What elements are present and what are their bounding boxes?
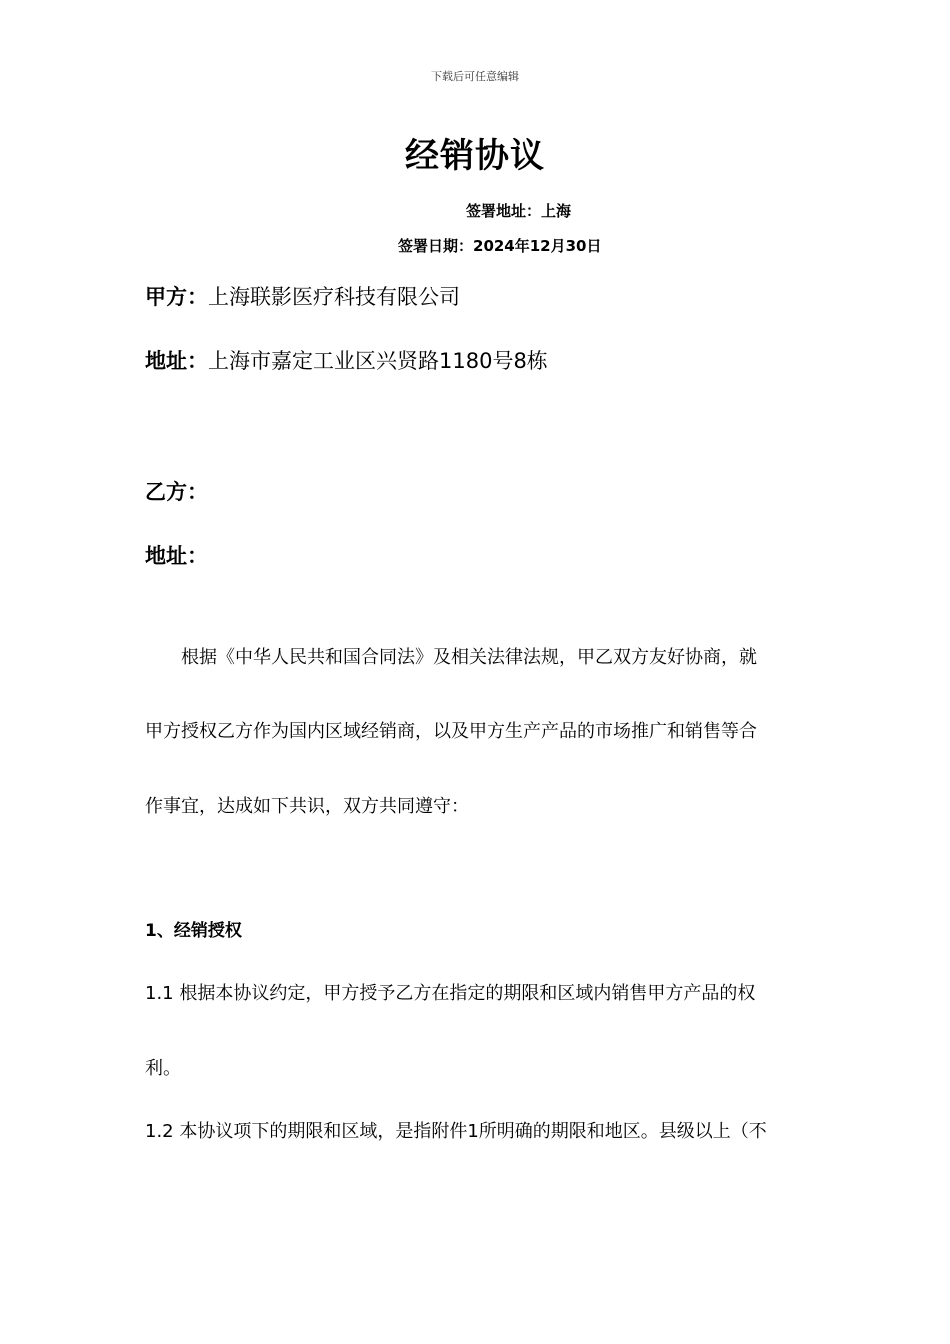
party-b-line [145, 476, 208, 506]
party-a-label: 甲方： [145, 285, 208, 309]
document-title: 经销协议 [405, 136, 545, 176]
party-b-address-label: 地址： [145, 544, 208, 568]
intro-line: 作事宜，达成如下共识，双方共同遵守： [145, 796, 469, 817]
intro-line: 根据《中华人民共和国合同法》及相关法律法规，甲乙双方友好协商，就 [145, 647, 757, 668]
header-note: 下载后可任意编辑 [431, 70, 519, 83]
clause-line: 1.1 根据本协议约定，甲方授予乙方在指定的期限和区域内销售甲方产品的权 [145, 983, 756, 1004]
party-b-address-line [145, 540, 208, 570]
party-a-address: 上海市嘉定工业区兴贤路1180号8栋 [208, 349, 548, 373]
clause-line: 利。 [145, 1058, 181, 1079]
intro-line: 甲方授权乙方作为国内区域经销商，以及甲方生产产品的市场推广和销售等合 [145, 721, 757, 742]
clause-line: 1.2 本协议项下的期限和区域，是指附件1所明确的期限和地区。县级以上（不 [145, 1121, 767, 1142]
signing-date: 签署日期：2024年12月30日 [398, 237, 602, 255]
party-b-label: 乙方： [145, 480, 208, 504]
party-a-name: 上海联影医疗科技有限公司 [208, 285, 460, 309]
party-a-address-line [145, 345, 548, 375]
section-heading: 1、经销授权 [145, 921, 242, 941]
signing-place: 签署地址：上海 [466, 202, 572, 220]
party-a-address-label: 地址： [145, 349, 208, 373]
party-a-line [145, 281, 460, 311]
